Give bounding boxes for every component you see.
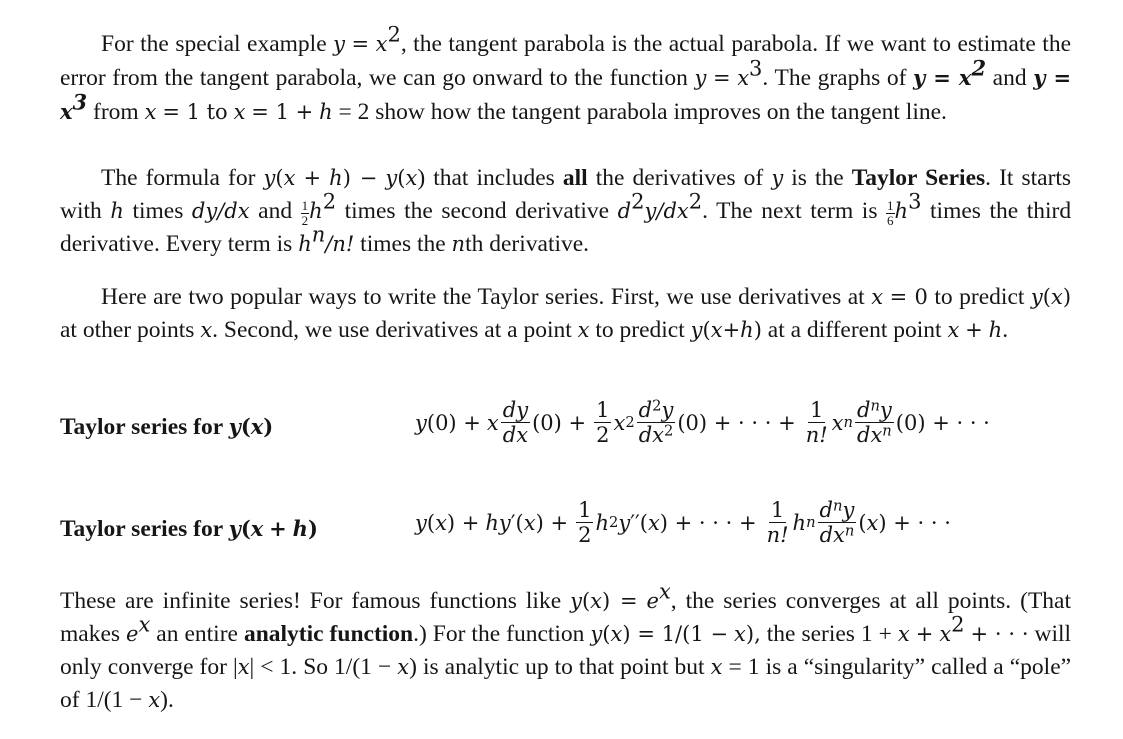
bold-math: x <box>250 516 264 541</box>
text: , the tangent parabola is the actual parabola. If we want to estimate the error from the tangent parabola, we can go onward to the function <box>60 31 1072 91</box>
text: and <box>258 198 293 224</box>
math: ) <box>1062 285 1072 309</box>
text: Taylor series for <box>60 516 223 542</box>
text: at a different point <box>767 317 942 343</box>
math: h <box>740 318 754 342</box>
math: y <box>590 622 603 646</box>
math: (0) + <box>532 410 587 435</box>
exponent: 3 <box>72 89 88 115</box>
math: x <box>577 318 590 342</box>
math: = 1 to <box>162 100 228 124</box>
math: hy <box>485 510 511 535</box>
text: is the <box>791 165 844 191</box>
math: = 0 <box>889 285 928 309</box>
math: + <box>965 318 983 342</box>
numerator: 1 <box>810 398 824 422</box>
math: ) − <box>342 166 378 190</box>
fraction-nth-derivative <box>818 498 857 547</box>
math: y <box>771 166 784 190</box>
math: ( <box>1042 285 1051 309</box>
math: e <box>126 622 139 646</box>
text: For the special example <box>101 31 327 57</box>
text: from <box>93 99 139 125</box>
math: x <box>947 318 960 342</box>
text: ). <box>160 687 174 713</box>
math: (0) + · · · + <box>677 410 796 435</box>
exponent: 2 <box>322 189 337 214</box>
denominator: n! <box>766 523 789 547</box>
math: x <box>939 622 952 646</box>
paragraph-2 <box>60 162 1071 261</box>
math: n <box>451 232 466 257</box>
fraction-one-half <box>301 199 310 228</box>
math: ( <box>426 510 436 535</box>
math: y <box>661 398 674 422</box>
math: y <box>385 166 398 190</box>
math: ) + · · · + <box>659 510 757 535</box>
text: will only converge for | <box>60 621 1072 680</box>
math: x <box>647 510 660 535</box>
taylor-series-y-x-plus-h-label <box>60 516 318 543</box>
math: d <box>638 398 653 422</box>
math: dx <box>819 523 845 547</box>
taylor-series-y-x-formula: y (0) + x $\frac{dy}{dx}$ (0) + $\frac{1}{2}$ x 2 $\frac{d^2y}{dx^2}$ (0) + · · · + $\frac{1}{n!}$ x n $\frac{d^ny}{dx^n}$ (0) + · · · <box>415 397 990 447</box>
text: . The next term is <box>702 198 878 224</box>
fraction-nth-derivative <box>855 398 894 447</box>
math: (0) + <box>426 410 481 435</box>
fraction-second-derivative <box>637 398 676 447</box>
exponent: n <box>882 422 892 440</box>
math: x <box>613 410 626 435</box>
math: ) + <box>535 510 569 535</box>
math: ) = 1/(1 − <box>622 622 729 646</box>
bold-text: analytic function <box>243 621 414 647</box>
exponent: 2 <box>652 397 662 415</box>
math: y <box>263 166 276 190</box>
math: dx <box>638 423 664 447</box>
bold-math: y = x <box>913 65 972 90</box>
bold-math: h <box>292 516 308 541</box>
math: = 1 + <box>251 100 314 124</box>
text: times the second derivative <box>344 198 610 224</box>
math: x <box>148 688 161 712</box>
math: ) = <box>602 589 638 613</box>
bold-text: Taylor Series <box>851 165 986 191</box>
math: y <box>415 410 427 435</box>
text: Here are two popular ways to write the Taylor series. First, we use derivatives at <box>101 284 865 310</box>
exponent: x <box>138 612 151 637</box>
math: x <box>734 622 746 646</box>
exponent: n <box>844 522 855 540</box>
fraction-dy-dx <box>501 398 530 447</box>
math: x <box>1051 285 1063 309</box>
denominator: 2 <box>301 213 309 229</box>
math: x <box>610 622 623 646</box>
numerator: 1 <box>578 498 592 522</box>
math: x <box>871 285 884 309</box>
text: . <box>1002 317 1009 343</box>
math: ) + · · · <box>878 510 951 535</box>
math: h <box>329 166 343 190</box>
math: dy/dx <box>191 199 250 223</box>
math: + · · · <box>970 622 1029 646</box>
exponent: 2 <box>971 55 987 81</box>
text: . Second, we use derivatives at a point <box>212 317 572 343</box>
text: to predict <box>595 317 685 343</box>
math: x <box>375 32 388 56</box>
math: h <box>595 510 609 535</box>
math: y/dx <box>644 199 689 223</box>
bold-math: y <box>228 414 241 439</box>
math: (0) + · · · <box>895 410 990 435</box>
math: + <box>915 622 934 646</box>
math: y <box>842 498 855 522</box>
math: y <box>333 32 346 56</box>
math: ) + <box>446 510 480 535</box>
numerator: 1 <box>596 398 610 422</box>
text: , the series converges at all points. (That makes <box>60 588 1072 647</box>
text: times the third derivative. Every term is <box>60 198 1072 258</box>
text: | < 1. So 1/(1 − <box>249 654 392 680</box>
math: h <box>298 232 312 257</box>
math: h <box>988 318 1003 342</box>
denominator: dx <box>502 423 529 447</box>
math: y <box>570 589 582 613</box>
math: + <box>722 318 741 342</box>
denominator: 2 <box>578 523 592 547</box>
text: times <box>132 198 184 224</box>
math: h <box>894 199 909 223</box>
math: /n! <box>325 232 355 257</box>
math: dx <box>857 423 883 447</box>
text: times the <box>360 231 446 258</box>
exponent: n <box>833 497 843 515</box>
text: ) that includes <box>417 165 555 191</box>
math: x <box>233 100 246 124</box>
text: . It starts with <box>60 165 1072 224</box>
exponent: 2 <box>631 189 645 214</box>
math: d <box>819 498 833 522</box>
fraction-one-half <box>594 398 611 447</box>
numerator: 1 <box>770 498 785 522</box>
text: ) is analytic up to that point but <box>409 654 705 680</box>
math: h <box>110 199 124 223</box>
text: an entire <box>156 621 238 647</box>
math: h <box>319 100 333 124</box>
math: x <box>737 66 750 90</box>
bold-math: ) <box>307 516 318 541</box>
bold-math: y = x <box>60 65 1072 124</box>
bold-text: all <box>562 165 588 191</box>
text: th derivative. <box>465 231 590 258</box>
math: ( <box>581 589 591 613</box>
math: x <box>710 655 723 679</box>
text: .) For the function <box>413 621 585 647</box>
text: the series 1 + <box>766 621 892 647</box>
math: e <box>646 589 659 613</box>
exponent: n <box>870 397 880 415</box>
math: = <box>351 32 370 56</box>
math: x <box>590 589 603 613</box>
text: and <box>992 65 1027 91</box>
numerator: 1 <box>301 198 309 214</box>
text: = 1 is a “singularity” called a “pole” of 1/(1 − <box>60 654 1072 713</box>
exponent: 2 <box>663 422 674 440</box>
exponent: 2 <box>951 612 965 637</box>
math: ( <box>275 166 284 190</box>
text: . The graphs of <box>762 65 907 91</box>
denominator: n! <box>805 423 828 447</box>
fraction-one-over-n-factorial <box>804 398 830 447</box>
math: ( <box>858 510 867 535</box>
exponent: 3 <box>749 56 763 81</box>
math: ( <box>702 318 711 342</box>
math: x <box>710 318 723 342</box>
text: These are infinite series! For famous functions like <box>60 588 562 614</box>
bold-math: + <box>269 516 287 541</box>
paragraph-1 <box>60 22 1072 129</box>
math: = <box>712 66 731 90</box>
math: y <box>694 66 707 90</box>
paragraph-3 <box>60 281 1071 347</box>
math: y <box>879 398 892 422</box>
math: x <box>866 510 879 535</box>
bold-math: ( <box>240 414 251 439</box>
math: x <box>405 166 418 190</box>
exponent: x <box>658 579 671 604</box>
math: x <box>283 166 296 190</box>
text: = 2 show how the tangent parabola improves on the tangent line. <box>338 99 947 125</box>
exponent: 2 <box>387 22 401 47</box>
denominator: 2 <box>596 423 610 447</box>
exponent: 3 <box>908 189 922 214</box>
math: ( <box>602 622 611 646</box>
math: ), <box>745 622 761 646</box>
math: y <box>690 318 703 342</box>
math: x <box>237 655 250 679</box>
fraction-one-over-n-factorial <box>765 498 791 547</box>
text: to predict <box>934 284 1025 310</box>
text: The formula for <box>101 165 256 191</box>
exponent: 2 <box>688 189 703 214</box>
math: + <box>303 166 322 190</box>
math: x <box>897 622 910 646</box>
taylor-series-y-x-plus-h-formula: y ( x ) + hy ′( x ) + $\frac{1}{2}$ h 2 y ′′( x ) + · · · + $\frac{1}{n!}$ h n $\frac{d^ny}{dx^n}$ ( x ) + · · · <box>415 497 951 547</box>
math: d <box>856 398 871 422</box>
numerator: dy <box>502 398 529 422</box>
fraction-one-sixth <box>886 199 895 228</box>
math: y <box>415 510 427 535</box>
paragraph-4 <box>60 579 1072 717</box>
math: x <box>523 510 536 535</box>
math: x <box>144 100 157 124</box>
text: Taylor series for <box>60 414 223 440</box>
math: x <box>435 510 447 535</box>
math: x <box>397 655 410 679</box>
bold-math: x <box>250 414 264 439</box>
math: x <box>831 410 844 435</box>
math: d <box>617 199 632 223</box>
numerator: 1 <box>887 198 894 214</box>
math: x <box>200 318 213 342</box>
text: at other points <box>60 317 195 343</box>
bold-math: ) <box>263 414 274 439</box>
taylor-series-y-x-label <box>60 414 273 441</box>
math: ( <box>397 166 406 190</box>
exponent: n <box>311 222 326 247</box>
math: y <box>1030 285 1043 309</box>
bold-math: y <box>228 516 241 541</box>
math: ′( <box>510 510 524 535</box>
fraction-one-half <box>576 498 593 547</box>
math: x <box>486 410 499 435</box>
math: ) <box>753 318 762 342</box>
denominator: 6 <box>887 213 894 229</box>
math: h <box>792 510 807 535</box>
text: the derivatives of <box>595 165 764 191</box>
math: ′′( <box>630 510 648 535</box>
bold-math: ( <box>240 516 251 541</box>
math: h <box>309 199 323 223</box>
math: y <box>618 510 631 535</box>
